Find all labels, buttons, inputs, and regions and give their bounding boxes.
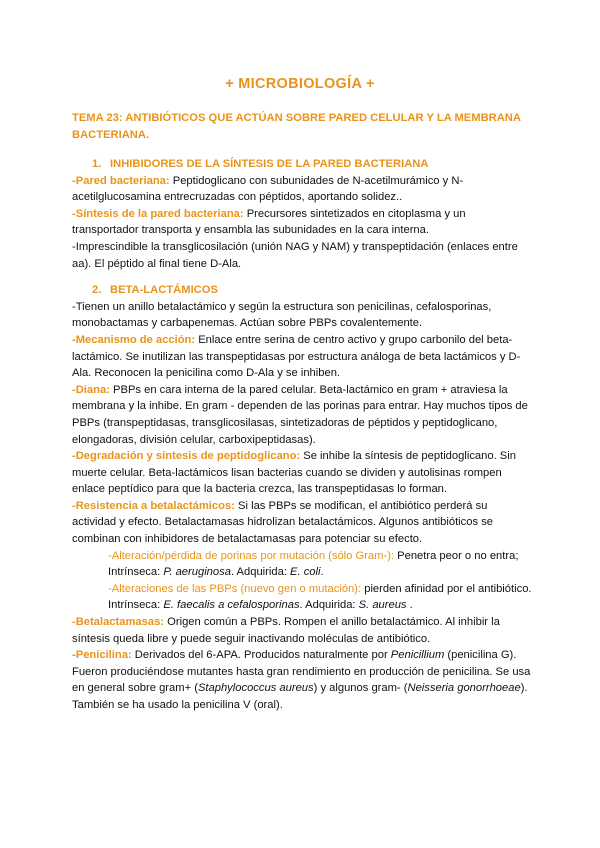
diana-paragraph <box>72 382 532 448</box>
penicilina-label: -Penicilina: <box>72 649 132 662</box>
sintesis-text: Precursores sintetizados en citoplasma y un transportador transporta y ensambla las subunidades en la cara interna. <box>72 207 466 237</box>
pared-text: Peptidoglicano con subunidades de N-acetilmurámico y N-acetilglucosamina entrecruzadas con péptidos, aportando solidez.. <box>72 174 464 204</box>
pbps-paragraph <box>72 581 532 614</box>
diana-text: PBPs en cara interna de la pared celular. Beta-lactámico en gram + atraviesa la membrana y la inhibe. En gram - dependen de las porinas para entrar. Hay muchos tipos de PBPs (transpeptidasas, transglicosilasas, sintetizadoras de péptidos y peptidoglicano, elongadoras, división celular, carboxipeptidasas). <box>72 383 528 446</box>
tema-heading: TEMA 23: ANTIBIÓTICOS QUE ACTÚAN SOBRE PARED CELULAR Y LA MEMBRANA BACTERIANA. <box>72 112 521 141</box>
page-title: + MICROBIOLOGÍA + <box>225 76 375 92</box>
resistencia-paragraph <box>72 498 532 548</box>
pbps-label: -Alteraciones de las PBPs (nuevo gen o mutación): <box>108 582 362 595</box>
sintesis-paragraph <box>72 206 532 239</box>
betalactamasas-text: Origen común a PBPs. Rompen el anillo betalactámico. Al inhibir la síntesis queda libre y puede seguir inactivando moléculas de antibiótico. <box>72 616 500 645</box>
document-body <box>72 156 532 714</box>
pared-paragraph <box>72 173 532 206</box>
pbps-text-3: . <box>406 599 413 612</box>
porinas-species-1: P. aeruginosa <box>163 566 231 579</box>
penicilina-text-2: (penicilina G). Fueron produciéndose mutantes hasta gran rendimiento en producción de penicilina. Se usa en general sobre gram+ ( <box>72 649 531 695</box>
degradacion-text: Se inhibe la síntesis de peptidoglicano. Sin muerte celular. Beta-lactámicos lisan bacterias cuando se dividen y autolisinas rompen enlace peptídico para que la bacteria crezca, las transpeptidasas lo forman. <box>72 450 516 496</box>
penicilina-species-1: Penicillium <box>390 649 445 662</box>
pbps-text-2: . Adquirida: <box>299 599 359 612</box>
porinas-species-2: E. coli <box>290 566 321 579</box>
resistencia-label: -Resistencia a betalactámicos: <box>72 499 235 512</box>
penicilina-text-3: ) y algunos gram- ( <box>313 682 408 695</box>
mecanismo-text: Enlace entre serina de centro activo y grupo carbonilo del beta-lactámico. Se inutilizan las transpeptidasas por estructura análoga de beta lactámicos y D-Ala. Reconocen la penicilina como D-Ala y se inhiben. <box>72 333 521 380</box>
penicilina-paragraph <box>72 647 532 713</box>
pared-label: -Pared bacteriana: <box>72 174 170 187</box>
mecanismo-label: -Mecanismo de acción: <box>72 333 196 346</box>
pbps-species-1: E. faecalis a cefalosporinas <box>163 599 300 612</box>
pbps-species-2: S. aureus <box>358 599 407 612</box>
betalactamasas-paragraph <box>72 614 532 647</box>
penicilina-species-3: Neisseria gonorrhoeae <box>407 682 521 695</box>
sintesis-label: -Síntesis de la pared bacteriana: <box>72 207 244 220</box>
section-2-number: 2. <box>92 284 102 297</box>
pbps-text-1: pierden afinidad por el antibiótico. Intrínseca: <box>108 582 532 612</box>
degradacion-label: -Degradación y síntesis de peptidoglicano: <box>72 450 301 463</box>
porinas-paragraph <box>72 548 532 581</box>
section-1-heading <box>72 156 532 173</box>
section-1-title: INHIBIDORES DE LA SÍNTESIS DE LA PARED BACTERIANA <box>110 158 429 170</box>
penicilina-species-2: Staphylococcus aureus <box>197 682 314 695</box>
intro-paragraph: -Tienen un anillo betalactámico y según la estructura son penicilinas, cefalosporinas, monobactamas y carbapenemas. Actúan sobre PBPs covalentemente. <box>72 300 492 330</box>
diana-label: -Diana: <box>72 383 110 396</box>
resistencia-text: Si las PBPs se modifican, el antibiótico perderá su actividad y efecto. Betalactamasas hidrolizan betalactámicos. Algunos antibióticos se combinan con inhibidores de betalactamasas para potenciar su efecto. <box>72 499 494 546</box>
section-2-title: BETA-LACTÁMICOS <box>110 284 218 297</box>
imprescindible-paragraph: -Imprescindible la transglicosilación (unión NAG y NAM) y transpeptidación (enlaces entre aa). El péptido al final tiene D-Ala. <box>72 240 518 270</box>
porinas-text-3: . <box>320 566 324 579</box>
spacer <box>72 272 532 282</box>
mecanismo-paragraph <box>72 332 532 382</box>
section-2-heading <box>72 282 532 299</box>
porinas-label: -Alteración/pérdida de porinas por mutación (sólo Gram-): <box>108 549 395 562</box>
porinas-text-1: Penetra peor o no entra; Intrínseca: <box>108 549 519 579</box>
degradacion-paragraph <box>72 448 532 498</box>
porinas-text-2: . Adquirida: <box>230 566 291 579</box>
penicilina-text-1: Derivados del 6-APA. Producidos naturalmente por <box>131 649 391 662</box>
penicilina-text-4: ). También se ha usado la penicilina V (oral). <box>72 682 528 711</box>
betalactamasas-label: -Betalactamasas: <box>72 616 165 629</box>
section-1-number: 1. <box>92 158 102 170</box>
